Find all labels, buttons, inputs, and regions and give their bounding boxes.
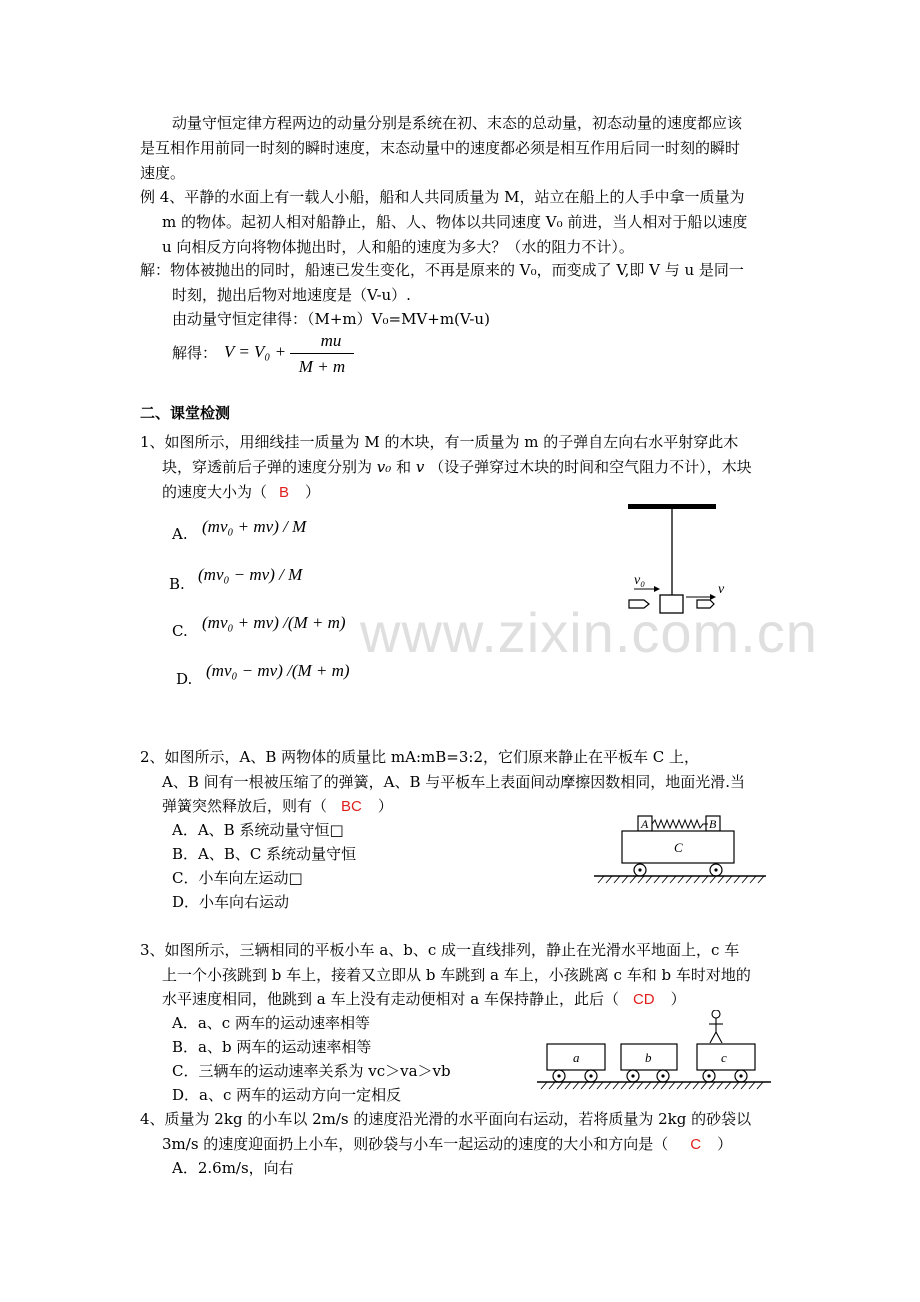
q3-figure: [535, 1010, 773, 1098]
example4-line-1: 例 4、平静的水面上有一载人小船，船和人共同质量为 M，站立在船上的人手中拿一质量为: [140, 188, 745, 206]
q4-line-2b: ）: [717, 1135, 733, 1153]
cart-b-label: b: [645, 1050, 652, 1065]
q3-option-c: C．三辆车的运动速率关系为 vc＞va＞vb: [172, 1062, 451, 1080]
example4-line-2: m 的物体。起初人相对船静止，船、人、物体以共同速度 V₀ 前进，当人相对于船以速度: [162, 213, 748, 231]
q3-option-d: D．a、c 两车的运动方向一定相反: [172, 1086, 402, 1104]
axle-left: [638, 868, 641, 871]
example4-line-3: u 向相反方向将物体抛出时，人和船的速度为多大？（水的阻力不计）。: [162, 238, 634, 256]
axle-right: [714, 868, 717, 871]
block-b-label: B: [709, 817, 717, 831]
q1-option-b-label: B.: [169, 575, 185, 593]
q1-line-3: [162, 481, 320, 504]
q2-line-3: [162, 795, 393, 818]
solution-result-denominator: M + m: [298, 357, 346, 376]
section-title: 二、课堂检测: [140, 404, 231, 422]
cart-c: [697, 1044, 755, 1082]
solution-line-2: 时刻，抛出后物对地速度是（V-u）.: [172, 286, 411, 304]
q2-line-1: 2、如图所示，A、B 两物体的质量比 mA:mB=3:2，它们原来静止在平板车 C 上，: [140, 748, 700, 766]
q1-line-3a: 的速度大小为（: [162, 483, 268, 501]
q1-option-d-label: D.: [176, 670, 193, 688]
q3-line-3a: 水平速度相同，他跳到 a 车上没有走动便相对 a 车保持静止，此后（: [162, 990, 619, 1008]
intro-line-2: 是互相作用前同一时刻的瞬时速度，末态动量中的速度都必须是相互作用后同一时刻的瞬时: [140, 139, 741, 157]
q1-option-a-label: A.: [172, 525, 188, 543]
solution-result-label: 解得：: [172, 344, 218, 362]
q4-line-2a: 3m/s 的速度迎面扔上小车，则砂袋与小车一起运动的速度的大小和方向是（: [162, 1135, 669, 1153]
q2-line-2: A、B 间有一根被压缩了的弹簧，A、B 与平板车上表面间动摩擦因数相同，地面光滑.当: [162, 773, 746, 791]
cart-c-label: c: [721, 1050, 727, 1065]
q1-line-3b: ）: [305, 483, 321, 501]
q3-line-3b: ）: [670, 990, 686, 1008]
q1-and: 和: [396, 458, 412, 476]
watermark: www.zixin.com.cn: [360, 601, 818, 664]
spring: [652, 820, 708, 828]
ground-hatch: [598, 876, 764, 883]
q4-line-2: [162, 1133, 732, 1156]
q4-answer: C: [690, 1136, 702, 1153]
q1-option-d-expr: (mv₀ − mv) /(M + m): [206, 661, 350, 680]
intro-line-1: 动量守恒定律方程两边的动量分别是系统在初、末态的总动量，初态动量的速度都应该: [172, 114, 743, 132]
q1-line-2: [162, 456, 752, 478]
q2-option-a: A．A、B 系统动量守恒□: [172, 821, 344, 839]
q2-line-3a: 弹簧突然释放后，则有（: [162, 797, 328, 815]
q1-v0: v₀: [376, 458, 392, 476]
cart-b: [621, 1044, 677, 1082]
child-figure: [709, 1010, 723, 1043]
q4-line-1: 4、质量为 2kg 的小车以 2m/s 的速度沿光滑的水平面向右运动，若将质量为 2kg 的砂袋以: [140, 1110, 752, 1128]
q1-line-1: 1、如图所示，用细线挂一质量为 M 的木块，有一质量为 m 的子弹自左向右水平射穿此木: [140, 433, 739, 451]
fig-v0-label: v₀: [634, 573, 646, 588]
q2-option-c: C．小车向左运动□: [172, 869, 303, 887]
q1-option-c-expr: (mv₀ + mv) /(M + m): [202, 613, 346, 632]
q3-line-2: 上一个小孩跳到 b 车上，接着又立即从 b 车跳到 a 车上，小孩跳离 c 车和 b 车时对地的: [162, 966, 751, 984]
solution-result-lhs: V = V₀ +: [224, 342, 287, 361]
cart-c-label: C: [674, 840, 683, 855]
q1-v: v: [415, 458, 425, 476]
q4-option-a: A．2.6m/s，向右: [172, 1159, 294, 1177]
q2-line-3b: ）: [377, 797, 393, 815]
q1-line-2c: （设子弹穿过木块的时间和空气阻力不计），木块: [429, 458, 752, 476]
cart-a-label: a: [573, 1050, 580, 1065]
q1-option-a-expr: (mv₀ + mv) / M: [202, 517, 307, 536]
intro-line-3: 速度。: [140, 164, 186, 182]
v0-arrowhead: [654, 586, 660, 592]
solution-result-numerator: mu: [320, 331, 342, 350]
q2-option-d: D．小车向右运动: [172, 893, 290, 911]
ceiling: [628, 504, 716, 509]
q1-answer: B: [279, 484, 290, 501]
ground-hatch: [541, 1082, 763, 1089]
q2-option-b: B．A、B、C 系统动量守恒: [172, 845, 357, 863]
q3-option-b: B．a、b 两车的运动速率相等: [172, 1038, 372, 1056]
q2-answer: BC: [341, 798, 362, 815]
fraction-bar: [290, 353, 354, 354]
q1-option-b-expr: (mv₀ − mv) / M: [198, 565, 303, 584]
cart-a: [547, 1044, 605, 1082]
fig-v-label: v: [718, 582, 725, 597]
q3-line-1: 3、如图所示，三辆相同的平板小车 a、b、c 成一直线排列，静止在光滑水平地面上，c 车: [140, 941, 740, 959]
q2-figure: [590, 812, 770, 890]
q3-line-3: [162, 988, 686, 1011]
block-a-label: A: [641, 817, 649, 831]
solution-line-1: 解：物体被抛出的同时，船速已发生变化，不再是原来的 V₀，而变成了 V,即 V 与 u 是同一: [140, 261, 744, 279]
q3-option-a: A．a、c 两车的运动速率相等: [172, 1014, 370, 1032]
q3-answer: CD: [632, 991, 655, 1008]
q1-line-2a: 块，穿透前后子弹的速度分别为: [162, 458, 373, 476]
solution-line-3: 由动量守恒定律得：（M+m）V₀=MV+m(V-u): [172, 310, 490, 328]
q1-option-c-label: C.: [172, 622, 188, 640]
